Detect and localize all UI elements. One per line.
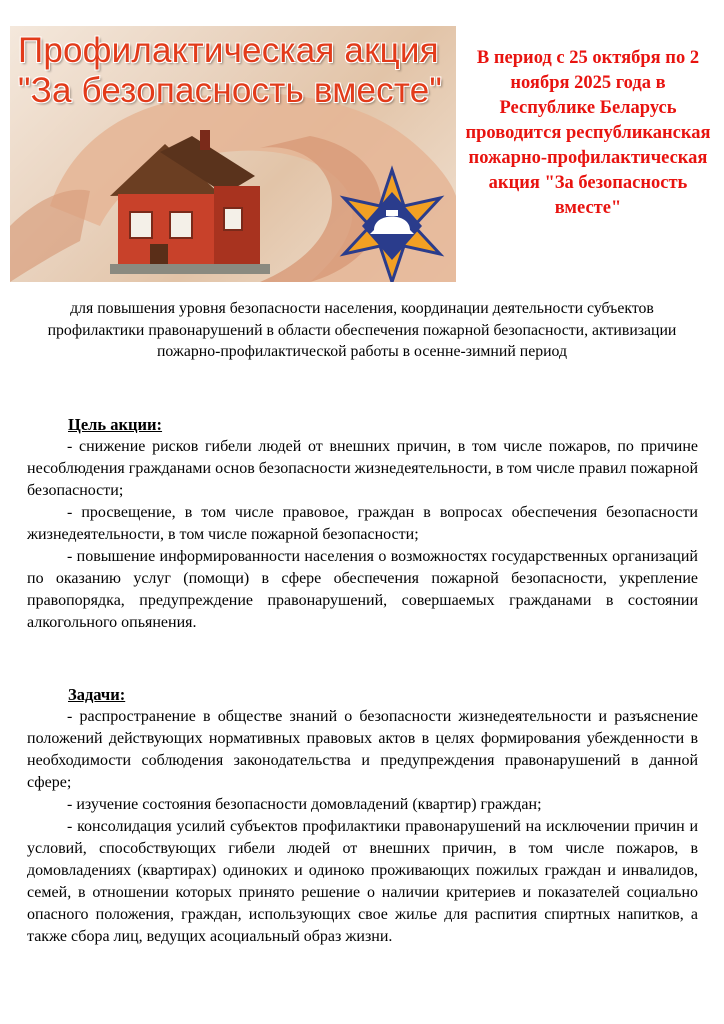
- goal-list: [27, 436, 698, 634]
- announcement-text: В период с 25 октября по 2 ноября 2025 года в Республике Беларусь проводится республиканская пожарно-профилактическая акция "За безопасность вместе": [465, 48, 711, 218]
- goal-item: - повышение информированности населения о возможностях государственных организаций по оказанию услуг (помощи) в сфере обеспечения пожарной безопасности, укрепление правопорядка, предупреждение правонарушений, совершаемых гражданами в состоянии алкогольного опьянения.: [27, 548, 698, 631]
- banner-image: [10, 26, 456, 282]
- intro-text: для повышения уровня безопасности населения, координации деятельности субъектов профилактики правонарушений в области обеспечения пожарной безопасности, активизации пожарно-профилактической работы в осенне-зимний период: [47, 300, 677, 360]
- tasks-heading: Задачи:: [68, 685, 126, 704]
- banner-title-line2: "За безопасность вместе": [18, 71, 442, 110]
- banner-title: [18, 32, 442, 110]
- goal-item: - снижение рисков гибели людей от внешних причин, в том числе пожаров, по причине несоблюдения гражданами основ безопасности жизнедеятельности, в том числе правил пожарной безопасности;: [27, 438, 698, 499]
- tasks-list: [27, 706, 698, 948]
- banner-title-line1: Профилактическая акция: [18, 31, 439, 70]
- goal-heading: Цель акции:: [68, 415, 163, 434]
- task-item: - консолидация усилий субъектов профилактики правонарушений на исключении причин и условий, способствующих гибели людей от внешних причин, в том числе пожаров, в домовладениях (квартирах) одиноких и одиноко проживающих пожилых граждан и инвалидов, семей, в отношении которых принято решение о наличии критериев и показателей социально опасного положения, граждан, использующих свое жилье для распития спиртных напитков, а также сбора лиц, ведущих асоциальный образ жизни.: [27, 818, 698, 945]
- goal-item: - просвещение, в том числе правовое, граждан в вопросах обеспечения безопасности жизнедеятельности, в том числе пожарной безопасности;: [27, 504, 698, 543]
- task-item: - изучение состояния безопасности домовладений (квартир) граждан;: [67, 796, 542, 813]
- task-item: - распространение в обществе знаний о безопасности жизнедеятельности и разъяснение положений действующих нормативных правовых актов в целях формирования убежденности в необходимости соблюдения законодательства и предупреждения правонарушений в данной сфере;: [27, 708, 698, 791]
